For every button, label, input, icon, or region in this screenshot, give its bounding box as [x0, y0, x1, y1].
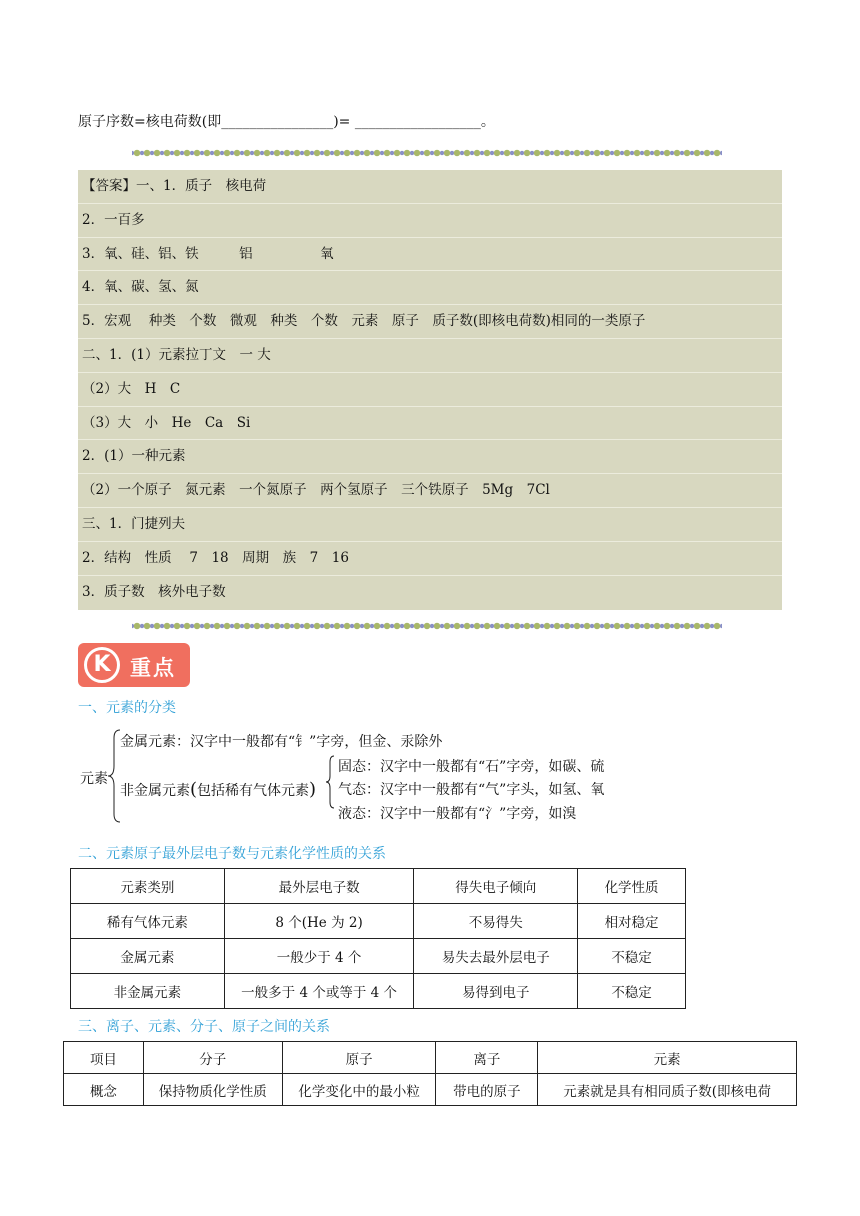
table-cell: 元素就是具有相同质子数(即核电荷	[538, 1074, 797, 1106]
table-cell: 一般少于 4 个	[224, 939, 414, 974]
table-header-cell: 离子	[436, 1042, 538, 1074]
answer-line: 【答案】一、1．质子 核电荷	[78, 170, 782, 204]
gas-state-rule: 气态：汉字中一般都有“气”字头，如氢、氧	[338, 782, 605, 798]
key-points-badge	[78, 643, 190, 687]
metal-element-rule: 金属元素：汉字中一般都有“钅”字旁，但金、汞除外	[120, 734, 443, 750]
section-heading-3: 三、离子、元素、分子、原子之间的关系	[78, 1019, 330, 1035]
answer-line: 3．氧、硅、铝、铁 铝 氧	[78, 238, 782, 272]
k-logo-icon: K	[84, 647, 120, 683]
formula-line: 原子序数=核电荷数(即________________)= __________________。	[78, 114, 495, 130]
table-header-cell: 化学性质	[578, 869, 686, 904]
table-header-cell: 原子	[282, 1042, 436, 1074]
table-cell: 一般多于 4 个或等于 4 个	[224, 974, 414, 1009]
table-cell: 概念	[64, 1074, 144, 1106]
decorative-divider-top	[132, 148, 722, 158]
table-header-row	[71, 869, 686, 904]
answer-line: （2）大 H C	[78, 373, 782, 407]
table-cell: 易失去最外层电子	[414, 939, 578, 974]
element-classification-tree	[78, 726, 778, 826]
answer-line: （2）一个原子 氮元素 一个氮原子 两个氢原子 三个铁原子 5Mg 7Cl	[78, 474, 782, 508]
table-header-cell: 分子	[143, 1042, 282, 1074]
table-row	[71, 904, 686, 939]
decorative-divider-bottom	[132, 621, 722, 631]
section-heading-1: 一、元素的分类	[78, 700, 176, 716]
answer-line: 3．质子数 核外电子数	[82, 583, 226, 600]
table-cell: 带电的原子	[436, 1074, 538, 1106]
table-row	[71, 939, 686, 974]
solid-state-rule: 固态：汉字中一般都有“石”字旁，如碳、硫	[338, 759, 605, 775]
nonmetal-note: 包括稀有气体元素	[197, 783, 310, 799]
table-header-cell: 元素	[538, 1042, 797, 1074]
table-cell: 金属元素	[71, 939, 225, 974]
answer-box	[78, 170, 782, 610]
nonmetal-label: 非金属元素	[120, 783, 190, 799]
answer-line: （3）大 小 He Ca Si	[78, 407, 782, 441]
table-header-cell: 得失电子倾向	[414, 869, 578, 904]
section-heading-2: 二、元素原子最外层电子数与元素化学性质的关系	[78, 846, 386, 862]
table-header-cell: 最外层电子数	[224, 869, 414, 904]
badge-label: 重点	[130, 656, 176, 680]
answer-line: 2．一百多	[78, 204, 782, 238]
table-cell: 相对稳定	[578, 904, 686, 939]
nonmetal-element-label: 非金属元素(包括稀有气体元素)	[120, 779, 317, 800]
table-cell: 化学变化中的最小粒	[282, 1074, 436, 1106]
table-header-row	[64, 1042, 797, 1074]
table-cell: 8 个(He 为 2)	[224, 904, 414, 939]
electron-property-table	[70, 868, 686, 1009]
tree-root-label: 元素	[80, 771, 108, 787]
table-cell: 易得到电子	[414, 974, 578, 1009]
answer-line: 三、1．门捷列夫	[78, 508, 782, 542]
table-cell: 非金属元素	[71, 974, 225, 1009]
table-row	[64, 1074, 797, 1106]
table-cell: 保持物质化学性质	[143, 1074, 282, 1106]
table-header-cell: 元素类别	[71, 869, 225, 904]
answer-line: 二、1．(1）元素拉丁文 一 大	[78, 339, 782, 373]
liquid-state-rule: 液态：汉字中一般都有“氵”字旁，如溴	[338, 806, 577, 822]
table-header-cell: 项目	[64, 1042, 144, 1074]
answer-line: 5．宏观 种类 个数 微观 种类 个数 元素 原子 质子数(即核电荷数)相同的一类原子	[78, 305, 782, 339]
table-cell: 不易得失	[414, 904, 578, 939]
table-cell: 稀有气体元素	[71, 904, 225, 939]
answer-line: 2．(1）一种元素	[78, 440, 782, 474]
particle-relation-table	[63, 1041, 797, 1106]
answer-line: 4．氧、碳、氢、氮	[78, 271, 782, 305]
answer-line: 2．结构 性质 7 18 周期 族 7 16	[78, 542, 782, 576]
table-cell: 不稳定	[578, 974, 686, 1009]
table-cell: 不稳定	[578, 939, 686, 974]
table-row	[71, 974, 686, 1009]
